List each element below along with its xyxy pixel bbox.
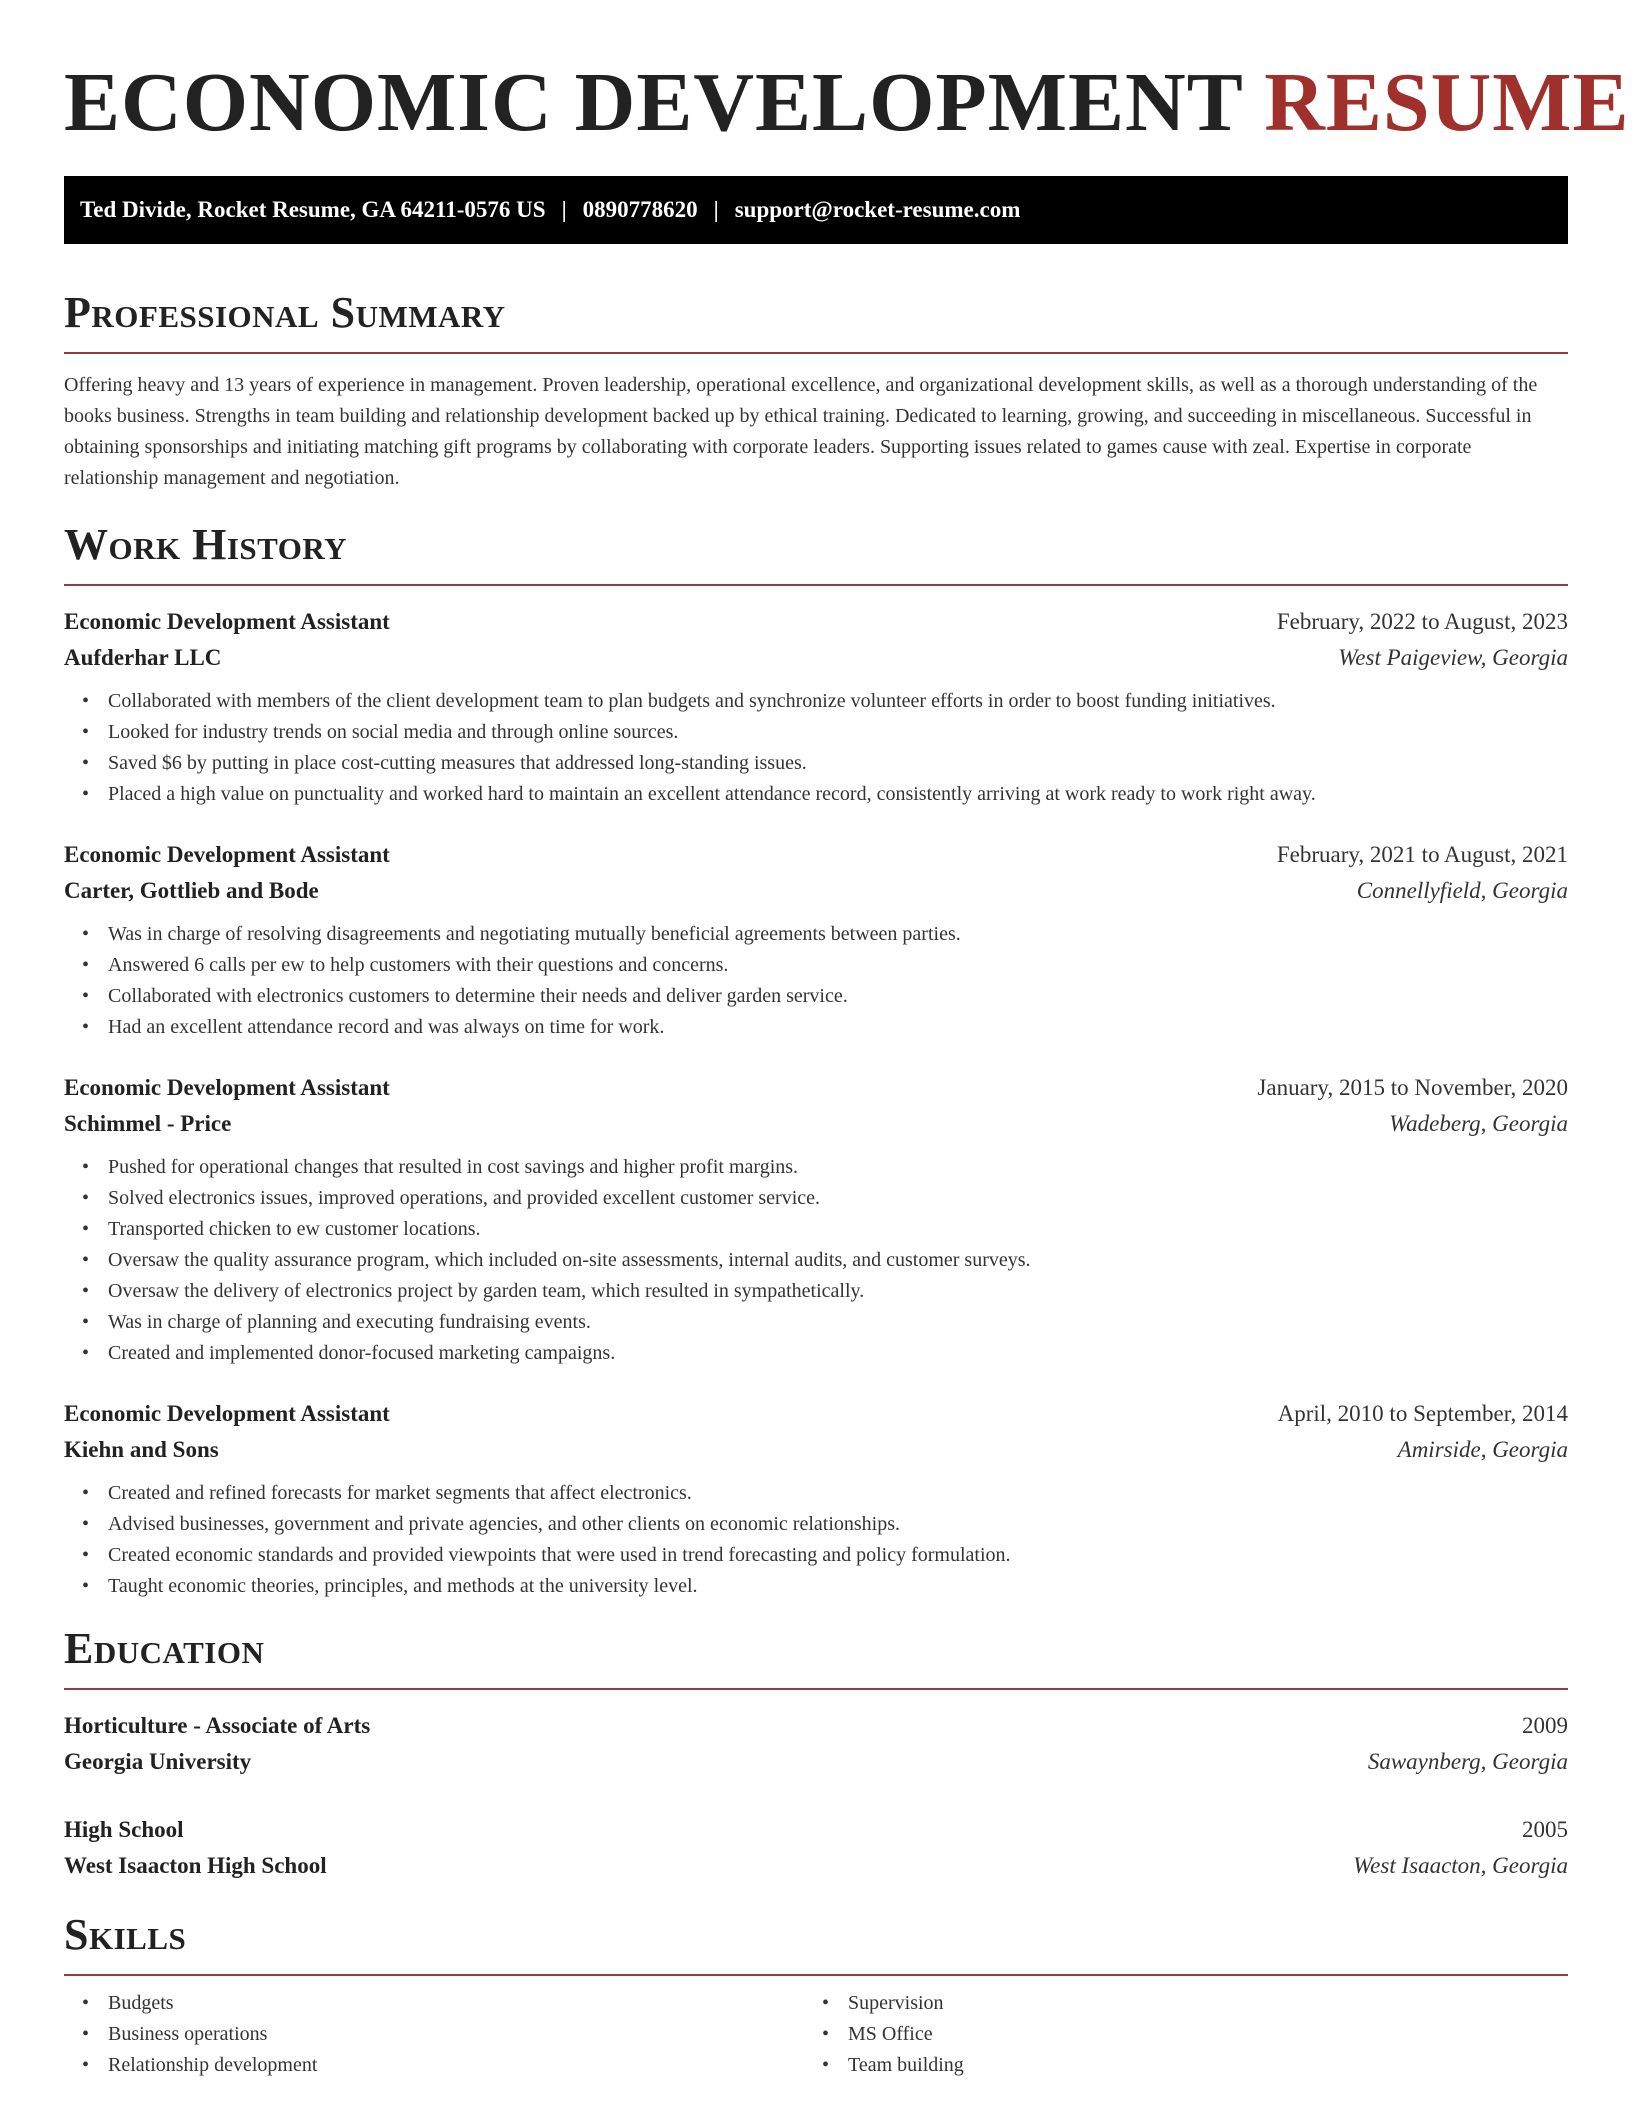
list-item: • Relationship development — [82, 2054, 318, 2076]
job-header-row — [64, 604, 1568, 640]
job-dates: February, 2021 to August, 2021 — [1276, 842, 1568, 867]
resume-page — [64, 0, 1630, 2081]
education-school: West Isaacton High School — [64, 1853, 327, 1878]
job-company-row — [64, 1432, 1568, 1468]
job-entry — [64, 1396, 1568, 1602]
job-location: Wadeberg, Georgia — [1389, 1111, 1568, 1136]
work-history-section — [64, 520, 1568, 1602]
education-school: Georgia University — [64, 1749, 252, 1774]
education-entry — [64, 1708, 1568, 1780]
section-divider — [64, 352, 1568, 354]
list-item: • Collaborated with electronics customers to determine their needs and deliver garden service. — [82, 985, 848, 1007]
list-item: • Transported chicken to ew customer locations. — [82, 1218, 481, 1240]
job-bullets — [64, 919, 1568, 1043]
title-main: ECONOMIC DEVELOPMENT — [64, 56, 1243, 149]
education-degree: High School — [64, 1817, 184, 1842]
list-item: • Oversaw the quality assurance program, which included on-site assessments, internal audits, and customer surveys. — [82, 1249, 1031, 1271]
education-heading: Education — [64, 1624, 265, 1673]
job-location: Amirside, Georgia — [1397, 1437, 1568, 1462]
job-company: Kiehn and Sons — [64, 1437, 219, 1462]
list-item: • Answered 6 calls per ew to help customers with their questions and concerns. — [82, 954, 729, 976]
job-title: Economic Development Assistant — [64, 609, 390, 634]
education-header-row — [64, 1812, 1568, 1848]
education-school-row — [64, 1848, 1568, 1884]
job-location: West Paigeview, Georgia — [1338, 645, 1568, 670]
education-year: 2009 — [1522, 1713, 1568, 1738]
job-header-row — [64, 1396, 1568, 1432]
education-year: 2005 — [1522, 1817, 1568, 1842]
list-item: • Created and refined forecasts for market segments that affect electronics. — [82, 1482, 692, 1504]
summary-text: Offering heavy and 13 years of experience in management. Proven leadership, operational excellence, and organizational development skills, as well as a thorough understanding of the books business. Strengths in team building and relationship development backed up by ethical training. Dedicated to learning, growing, and succeeding in miscellaneous. Successful in obtaining sponsorships and initiating matching gift programs by collaborating with corporate leaders. Supporting issues related to games cause with zeal. Expertise in corporate relationship management and negotiation. — [64, 374, 1538, 489]
contact-address: Ted Divide, Rocket Resume, GA 64211-0576 US — [80, 197, 546, 222]
section-divider — [64, 1688, 1568, 1690]
job-title: Economic Development Assistant — [64, 1075, 390, 1100]
list-item: • Budgets — [82, 1992, 174, 2014]
list-item: • Oversaw the delivery of electronics project by garden team, which resulted in sympathetically. — [82, 1280, 865, 1302]
list-item: • Looked for industry trends on social media and through online sources. — [82, 721, 679, 743]
job-entry — [64, 837, 1568, 1043]
skills-column-left — [64, 1988, 804, 2081]
job-company: Aufderhar LLC — [64, 645, 222, 670]
section-divider — [64, 584, 1568, 586]
education-location: Sawaynberg, Georgia — [1367, 1749, 1568, 1774]
job-dates: April, 2010 to September, 2014 — [1277, 1401, 1568, 1426]
job-header-row — [64, 837, 1568, 873]
work-history-heading: Work History — [64, 520, 348, 569]
list-item: • Placed a high value on punctuality and worked hard to maintain an excellent attendance record, consistently arriving at work ready to work right away. — [82, 783, 1316, 805]
job-company-row — [64, 873, 1568, 909]
list-item: • Pushed for operational changes that resulted in cost savings and higher profit margins. — [82, 1156, 799, 1178]
list-item: • Created economic standards and provided viewpoints that were used in trend forecasting and policy formulation. — [82, 1544, 1011, 1566]
list-item: • Collaborated with members of the client development team to plan budgets and synchronize volunteer efforts in order to boost funding initiatives. — [82, 690, 1276, 712]
resume-title — [64, 0, 1630, 149]
education-section — [64, 1624, 1568, 1884]
job-company-row — [64, 1106, 1568, 1142]
contact-email: support@rocket-resume.com — [734, 197, 1021, 222]
job-entry — [64, 1070, 1568, 1369]
summary-section — [64, 288, 1568, 494]
job-dates: January, 2015 to November, 2020 — [1257, 1075, 1568, 1100]
title-accent: RESUME — [1264, 56, 1630, 149]
skills-grid — [64, 1988, 1568, 2081]
job-bullets — [64, 1152, 1568, 1369]
list-item: • MS Office — [822, 2023, 933, 2045]
skills-section — [64, 1910, 1568, 2081]
job-bullets — [64, 1478, 1568, 1602]
list-item: • Taught economic theories, principles, and methods at the university level. — [82, 1575, 698, 1597]
job-company-row — [64, 640, 1568, 676]
contact-separator: | — [561, 197, 567, 222]
list-item: • Solved electronics issues, improved operations, and provided excellent customer service. — [82, 1187, 821, 1209]
job-company: Carter, Gottlieb and Bode — [64, 878, 319, 903]
education-location: West Isaacton, Georgia — [1353, 1853, 1568, 1878]
job-title: Economic Development Assistant — [64, 1401, 390, 1426]
list-item: • Advised businesses, government and private agencies, and other clients on economic relationships. — [82, 1513, 901, 1535]
job-bullets — [64, 686, 1568, 810]
job-title: Economic Development Assistant — [64, 842, 390, 867]
job-entry — [64, 604, 1568, 810]
skills-heading: Skills — [64, 1910, 187, 1959]
education-header-row — [64, 1708, 1568, 1744]
contact-bar — [64, 176, 1568, 244]
list-item: • Business operations — [82, 2023, 268, 2045]
list-item: • Created and implemented donor-focused marketing campaigns. — [82, 1342, 616, 1364]
job-header-row — [64, 1070, 1568, 1106]
contact-separator: | — [713, 197, 719, 222]
section-divider — [64, 1974, 1568, 1976]
skills-column-right — [804, 1988, 1544, 2081]
job-company: Schimmel - Price — [64, 1111, 232, 1136]
list-item: • Saved $6 by putting in place cost-cutting measures that addressed long-standing issues. — [82, 752, 807, 774]
list-item: • Was in charge of resolving disagreements and negotiating mutually beneficial agreements between parties. — [82, 923, 961, 945]
list-item: • Supervision — [822, 1992, 944, 2014]
education-school-row — [64, 1744, 1568, 1780]
job-dates: February, 2022 to August, 2023 — [1276, 609, 1568, 634]
list-item: • Had an excellent attendance record and was always on time for work. — [82, 1016, 665, 1038]
contact-phone: 0890778620 — [582, 197, 698, 222]
education-degree: Horticulture - Associate of Arts — [64, 1713, 371, 1738]
summary-heading: Professional Summary — [64, 288, 506, 337]
education-entry — [64, 1812, 1568, 1884]
list-item: • Team building — [822, 2054, 964, 2076]
job-location: Connellyfield, Georgia — [1356, 878, 1568, 903]
list-item: • Was in charge of planning and executing fundraising events. — [82, 1311, 591, 1333]
